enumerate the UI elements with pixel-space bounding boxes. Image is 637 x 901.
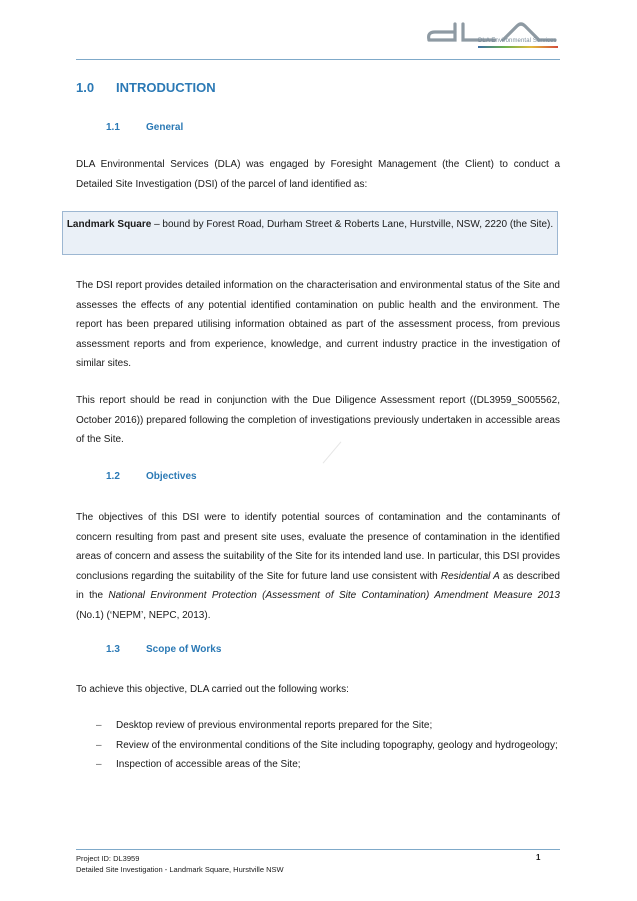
- footer-project-id: Project ID: DL3959: [76, 854, 140, 863]
- paragraph-engagement: DLA Environmental Services (DLA) was engaged by Foresight Management (the Client) to conduct a Detailed Site Investigation (DSI) of the parcel of land identified as:: [76, 159, 560, 190]
- site-name: Landmark Square: [66, 219, 152, 230]
- paragraph-dsi-report: The DSI report provides detailed information on the characterisation and environmental status of the Site and assesses the effects of any potential identified contamination on public health and the environment. The report has been prepared utilising information obtained as part of the assessment process, from previous assessment reports and from experience, knowledge, and current industry practice in the investigation of similar sites.: [76, 280, 560, 370]
- bullet-dash: –: [96, 759, 102, 771]
- objectives-text: as described in the: [76, 570, 560, 602]
- list-item: [76, 736, 560, 756]
- subsection-heading-objectives: [106, 471, 197, 482]
- list-item-text: Review of the environmental conditions of the Site including topography, geology and hydrogeology;: [116, 739, 558, 751]
- objectives-text: (No.1) (‘NEPM’, NEPC, 2013).: [76, 609, 211, 621]
- site-address: – bound by Forest Road, Durham Street & Roberts Lane, Hurstville, NSW, 2220 (the Site).: [151, 219, 554, 230]
- subsection-title: General: [146, 122, 184, 133]
- logo-subtitle: DLA Environmental Services: [478, 38, 557, 44]
- site-identification-callout: [62, 211, 558, 255]
- page-number: 1: [536, 853, 541, 862]
- subsection-number: 1.1: [106, 122, 120, 133]
- logo-color-bar: [478, 46, 558, 48]
- list-item-text: Inspection of accessible areas of the Site;: [116, 759, 301, 771]
- list-item: [76, 755, 560, 775]
- subsection-heading-general: [106, 122, 183, 133]
- section-heading: [76, 80, 216, 95]
- objectives-italic-nepm-title: National Environment Protection (Assessment of Site Contamination) Amendment Measure 2013: [108, 590, 560, 602]
- footer-report-title: Detailed Site Investigation - Landmark Square, Hurstville NSW: [76, 865, 284, 874]
- bullet-dash: –: [96, 739, 102, 751]
- subsection-title: Objectives: [146, 471, 197, 482]
- bullet-dash: –: [96, 720, 102, 731]
- paragraph-scope-intro: To achieve this objective, DLA carried out the following works:: [76, 684, 349, 695]
- objectives-text: The objectives of this DSI were to identify potential sources of contamination and the contaminants of concern resulting from past and present site uses, evaluate the presence of contamination in the identified areas of concern and assess the suitability of the Site for its intended land use. In particular, this DSI provides conclusions regarding the suitability of the Site for future land use consistent with: [76, 512, 560, 582]
- paragraph-objectives: [76, 508, 560, 626]
- subsection-number: 1.2: [106, 471, 120, 482]
- objectives-italic-land-use: Residential A: [440, 570, 500, 582]
- list-item: [76, 716, 560, 736]
- footer-rule: [76, 849, 560, 850]
- list-item-text: Desktop review of previous environmental reports prepared for the Site;: [116, 720, 433, 731]
- subsection-number: 1.3: [106, 644, 120, 655]
- subsection-title: Scope of Works: [146, 644, 222, 655]
- section-title: INTRODUCTION: [116, 80, 216, 95]
- header-rule: [76, 59, 560, 60]
- section-number: 1.0: [76, 80, 95, 95]
- scope-bullet-list: [76, 716, 560, 775]
- footer-info: [76, 853, 284, 875]
- paragraph-read-in-conjunction: This report should be read in conjunction with the Due Diligence Assessment report ((DL3959_S005562, October 2016)) prepared following the completion of investigations previously undertaken in accessible areas of the Site.: [76, 395, 560, 446]
- subsection-heading-scope: [106, 644, 221, 655]
